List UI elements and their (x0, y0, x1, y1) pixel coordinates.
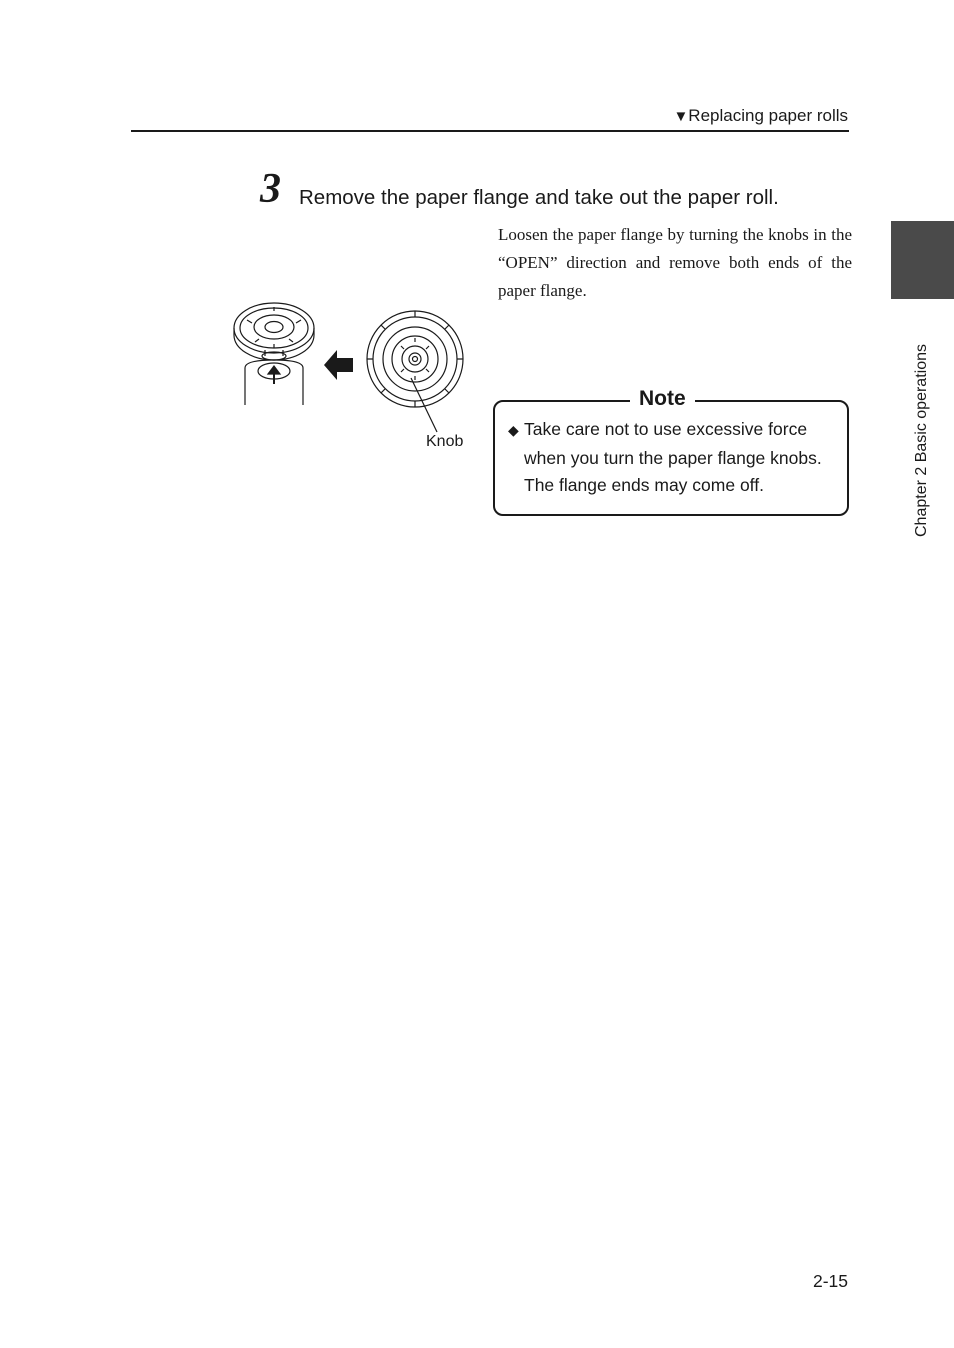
arrow-left-icon (324, 350, 353, 380)
note-line: when you turn the paper flange knobs. (524, 447, 822, 468)
note-title: Note (630, 386, 695, 412)
step-heading: Remove the paper flange and take out the paper roll. (299, 186, 779, 209)
step-number: 3 (260, 166, 281, 212)
knob-callout-label: Knob (426, 433, 464, 450)
section-title: Replacing paper rolls (688, 106, 848, 125)
note-text (508, 416, 844, 500)
paper-flange-icon (367, 311, 463, 432)
chapter-tab (891, 221, 954, 299)
note-line: ◆ Take care not to use excessive force (508, 416, 844, 445)
chapter-caption: Chapter 2 Basic operations (913, 344, 930, 537)
step-body-text: Loosen the paper flange by turning the knobs in the “OPEN” direction and remove both ends of the paper flange. (498, 225, 852, 300)
note-line: The flange ends may come off. (524, 475, 764, 495)
diamond-bullet-icon: ◆ (508, 422, 519, 438)
page-number: 2-15 (812, 1271, 848, 1291)
paper-roll-icon (234, 303, 314, 405)
running-header (673, 106, 848, 126)
header-rule (131, 130, 849, 132)
triangle-down-icon: ▼ (673, 108, 689, 125)
